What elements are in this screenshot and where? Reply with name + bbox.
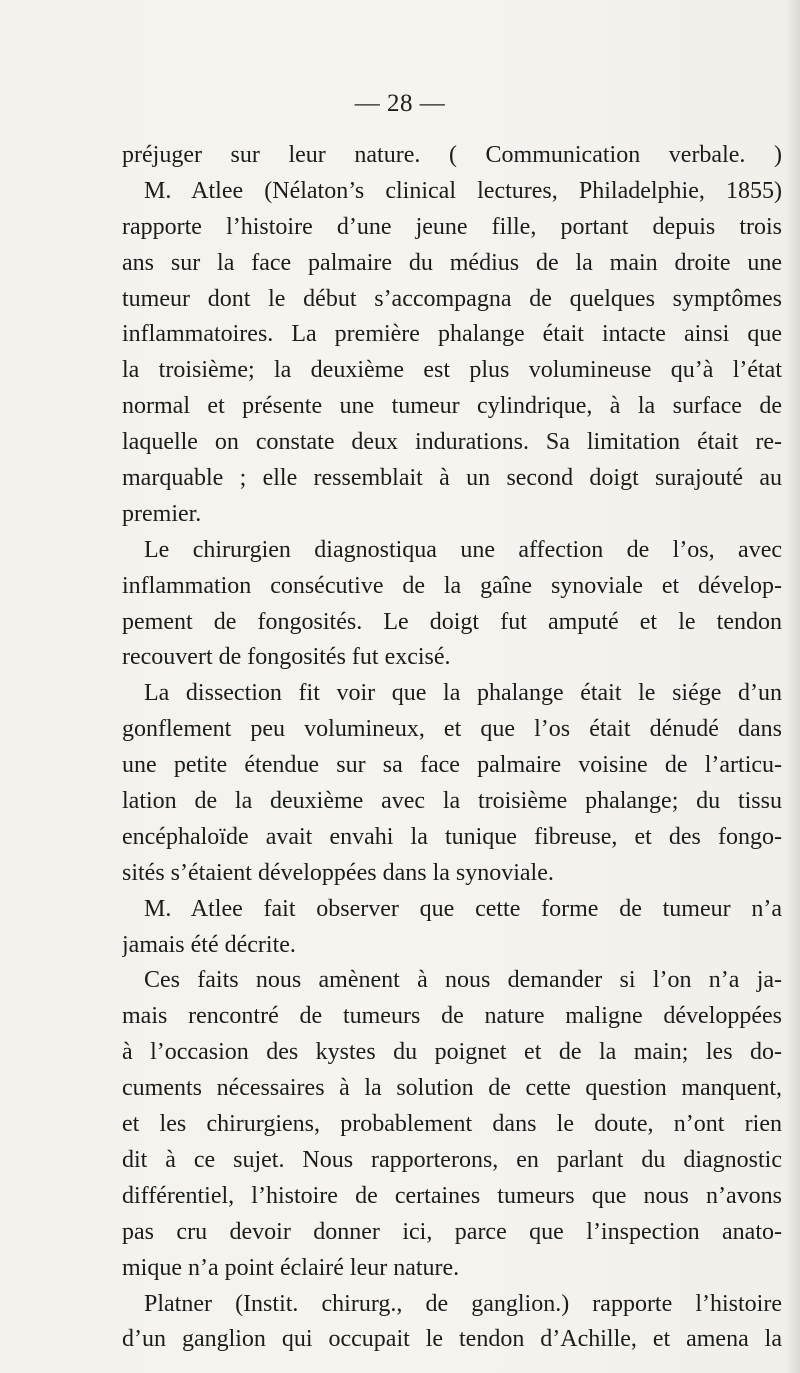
- text-line: inflammation consécutive de la gaîne synoviale et dévelop-: [122, 572, 782, 599]
- text-line: mique n’a point éclairé leur nature.: [122, 1254, 460, 1281]
- text-line: Platner (Instit. chirurg., de ganglion.) rapporte l’histoire: [144, 1290, 782, 1317]
- text-line: M. Atlee (Nélaton’s clinical lectures, Philadelphie, 1855): [144, 177, 782, 204]
- text-line: d’un ganglion qui occupait le tendon d’Achille, et amena la: [122, 1326, 782, 1353]
- text-line: à l’occasion des kystes du poignet et de la main; les do-: [122, 1039, 782, 1066]
- text-line: lation de la deuxième avec la troisième phalange; du tissu: [122, 788, 782, 815]
- text-line: tumeur dont le début s’accompagna de quelques symptômes: [122, 285, 782, 312]
- text-line: normal et présente une tumeur cylindrique, à la surface de: [122, 393, 782, 420]
- text-line: différentiel, l’histoire de certaines tumeurs que nous n’avons: [122, 1182, 782, 1209]
- text-line: rapporte l’histoire d’une jeune fille, portant depuis trois: [122, 213, 782, 240]
- text-line: dit à ce sujet. Nous rapporterons, en parlant du diagnostic: [122, 1146, 782, 1173]
- text-line: cuments nécessaires à la solution de cette question manquent,: [122, 1075, 782, 1102]
- text-line: La dissection fit voir que la phalange était le siége d’un: [144, 680, 782, 707]
- text-line: laquelle on constate deux indurations. Sa limitation était re-: [122, 429, 782, 456]
- text-line: jamais été décrite.: [122, 931, 296, 958]
- body-text: [122, 138, 782, 1358]
- text-line: préjuger sur leur nature. ( Communication verbale. ): [122, 142, 782, 168]
- text-line: Le chirurgien diagnostiqua une affection de l’os, avec: [144, 536, 782, 563]
- text-line: pas cru devoir donner ici, parce que l’inspection anato-: [122, 1218, 782, 1245]
- text-line: une petite étendue sur sa face palmaire voisine de l’articu-: [122, 752, 782, 779]
- text-line: encéphaloïde avait envahi la tunique fibreuse, et des fongo-: [122, 823, 782, 850]
- text-line: gonflement peu volumineux, et que l’os était dénudé dans: [122, 716, 782, 743]
- page-edge-shadow: [786, 0, 800, 1373]
- text-line: sités s’étaient développées dans la synoviale.: [122, 859, 554, 886]
- text-line: inflammatoires. La première phalange était intacte ainsi que: [122, 321, 782, 348]
- text-line: et les chirurgiens, probablement dans le doute, n’ont rien: [122, 1111, 782, 1138]
- text-line: M. Atlee fait observer que cette forme de tumeur n’a: [144, 895, 782, 922]
- text-line: mais rencontré de tumeurs de nature maligne développées: [122, 1003, 782, 1030]
- page-number: — 28 —: [354, 90, 446, 117]
- text-line: pement de fongosités. Le doigt fut amputé et le tendon: [122, 608, 782, 635]
- text-line: la troisième; la deuxième est plus volumineuse qu’à l’état: [122, 357, 782, 384]
- text-line: premier.: [122, 500, 202, 527]
- text-line: marquable ; elle ressemblait à un second doigt surajouté au: [122, 465, 782, 492]
- text-line: Ces faits nous amènent à nous demander si l’on n’a ja-: [144, 967, 782, 994]
- text-line: recouvert de fongosités fut excisé.: [122, 644, 451, 671]
- text-line: ans sur la face palmaire du médius de la main droite une: [122, 249, 782, 276]
